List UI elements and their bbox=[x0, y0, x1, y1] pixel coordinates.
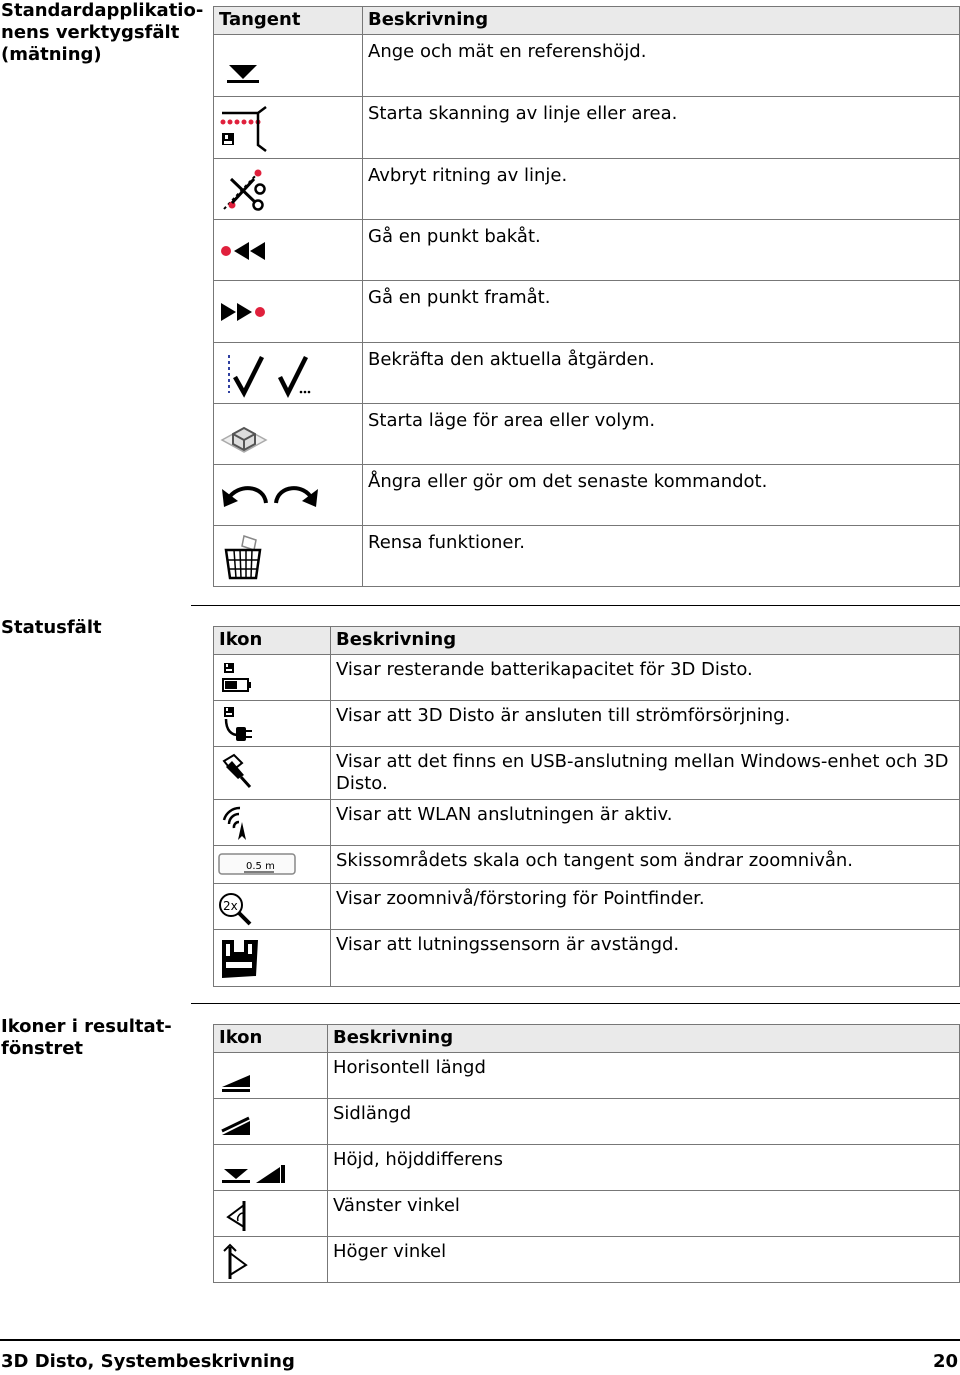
section-divider bbox=[191, 605, 960, 606]
table-row: Gå en punkt bakåt. bbox=[214, 220, 960, 281]
table-row: Visar att WLAN anslutningen är aktiv. bbox=[214, 800, 960, 846]
table-row: Höjd, höjddifferens bbox=[214, 1145, 960, 1191]
section-title-status: Statusfält bbox=[1, 617, 102, 638]
result-icons-table bbox=[213, 1024, 960, 1283]
reference-height-icon[interactable] bbox=[214, 35, 274, 95]
header-key: Ikon bbox=[214, 627, 331, 655]
side-length-icon bbox=[214, 1099, 274, 1143]
header-desc: Beskrivning bbox=[328, 1025, 960, 1053]
header-desc: Beskrivning bbox=[363, 7, 960, 35]
sketch-scale-icon[interactable] bbox=[214, 846, 304, 882]
power-plug-icon bbox=[214, 701, 274, 745]
table-row: Avbryt ritning av linje. bbox=[214, 159, 960, 220]
table-row: Starta läge för area eller volym. bbox=[214, 404, 960, 465]
height-difference-icon bbox=[214, 1145, 294, 1189]
scan-line-area-icon[interactable] bbox=[214, 97, 274, 157]
header-key: Tangent bbox=[214, 7, 363, 35]
undo-redo-icon[interactable] bbox=[214, 465, 324, 525]
battery-icon bbox=[214, 655, 274, 699]
table-row: Starta skanning av linje eller area. bbox=[214, 97, 960, 159]
tilt-sensor-off-icon bbox=[214, 930, 274, 986]
section-title-result: Ikoner i resultat- fönstret bbox=[1, 1016, 172, 1059]
section-title-toolbar: Standardapplikatio- nens verktygsfält (mätning) bbox=[1, 0, 204, 65]
table-row: Visar att det finns en USB-anslutning mellan Windows-enhet och 3D Disto. bbox=[214, 747, 960, 800]
table-row: Visar att 3D Disto är ansluten till strömförsörjning. bbox=[214, 701, 960, 747]
page-number: 20 bbox=[932, 1351, 958, 1372]
svg-text:0.5 m: 0.5 m bbox=[246, 861, 275, 872]
left-angle-icon bbox=[214, 1191, 274, 1235]
table-row: Horisontell längd bbox=[214, 1053, 960, 1099]
header-desc: Beskrivning bbox=[331, 627, 960, 655]
section-divider bbox=[191, 1003, 960, 1004]
table-row: Ångra eller gör om det senaste kommandot. bbox=[214, 465, 960, 526]
footer-divider bbox=[0, 1339, 960, 1341]
step-back-icon[interactable] bbox=[214, 220, 274, 280]
table-row: 0.5 m Skissområdets skala och tangent som ändrar zoomnivån. bbox=[214, 846, 960, 884]
step-forward-icon[interactable] bbox=[214, 281, 274, 341]
svg-text:2x: 2x bbox=[223, 899, 238, 913]
table-header bbox=[214, 1025, 960, 1053]
table-row: Sidlängd bbox=[214, 1099, 960, 1145]
cancel-line-scissors-icon[interactable] bbox=[214, 159, 274, 219]
footer-title: 3D Disto, Systembeskrivning bbox=[1, 1351, 295, 1372]
table-row: Ange och mät en referenshöjd. bbox=[214, 35, 960, 97]
table-header bbox=[214, 627, 960, 655]
table-row: Visar att lutningssensorn är avstängd. bbox=[214, 930, 960, 987]
zoom-magnifier-icon bbox=[214, 884, 274, 928]
header-key: Ikon bbox=[214, 1025, 328, 1053]
area-volume-mode-icon[interactable] bbox=[214, 404, 274, 464]
wlan-icon bbox=[214, 800, 274, 844]
usb-connection-icon bbox=[214, 747, 274, 797]
table-row: Gå en punkt framåt. bbox=[214, 281, 960, 343]
right-angle-icon bbox=[214, 1237, 274, 1281]
table-row: 2x Visar zoomnivå/förstoring för Pointfinder. bbox=[214, 884, 960, 930]
clear-functions-bin-icon[interactable] bbox=[214, 526, 274, 586]
table-row: Vänster vinkel bbox=[214, 1191, 960, 1237]
table-row: Bekräfta den aktuella åtgärden. bbox=[214, 343, 960, 404]
table-row: Höger vinkel bbox=[214, 1237, 960, 1283]
table-row: Rensa funktioner. bbox=[214, 526, 960, 587]
table-row: Visar resterande batterikapacitet för 3D Disto. bbox=[214, 655, 960, 701]
toolbar-table bbox=[213, 6, 960, 587]
horizontal-length-icon bbox=[214, 1053, 274, 1097]
confirm-check-icon[interactable] bbox=[214, 343, 324, 403]
table-header bbox=[214, 7, 960, 35]
status-table bbox=[213, 626, 960, 987]
